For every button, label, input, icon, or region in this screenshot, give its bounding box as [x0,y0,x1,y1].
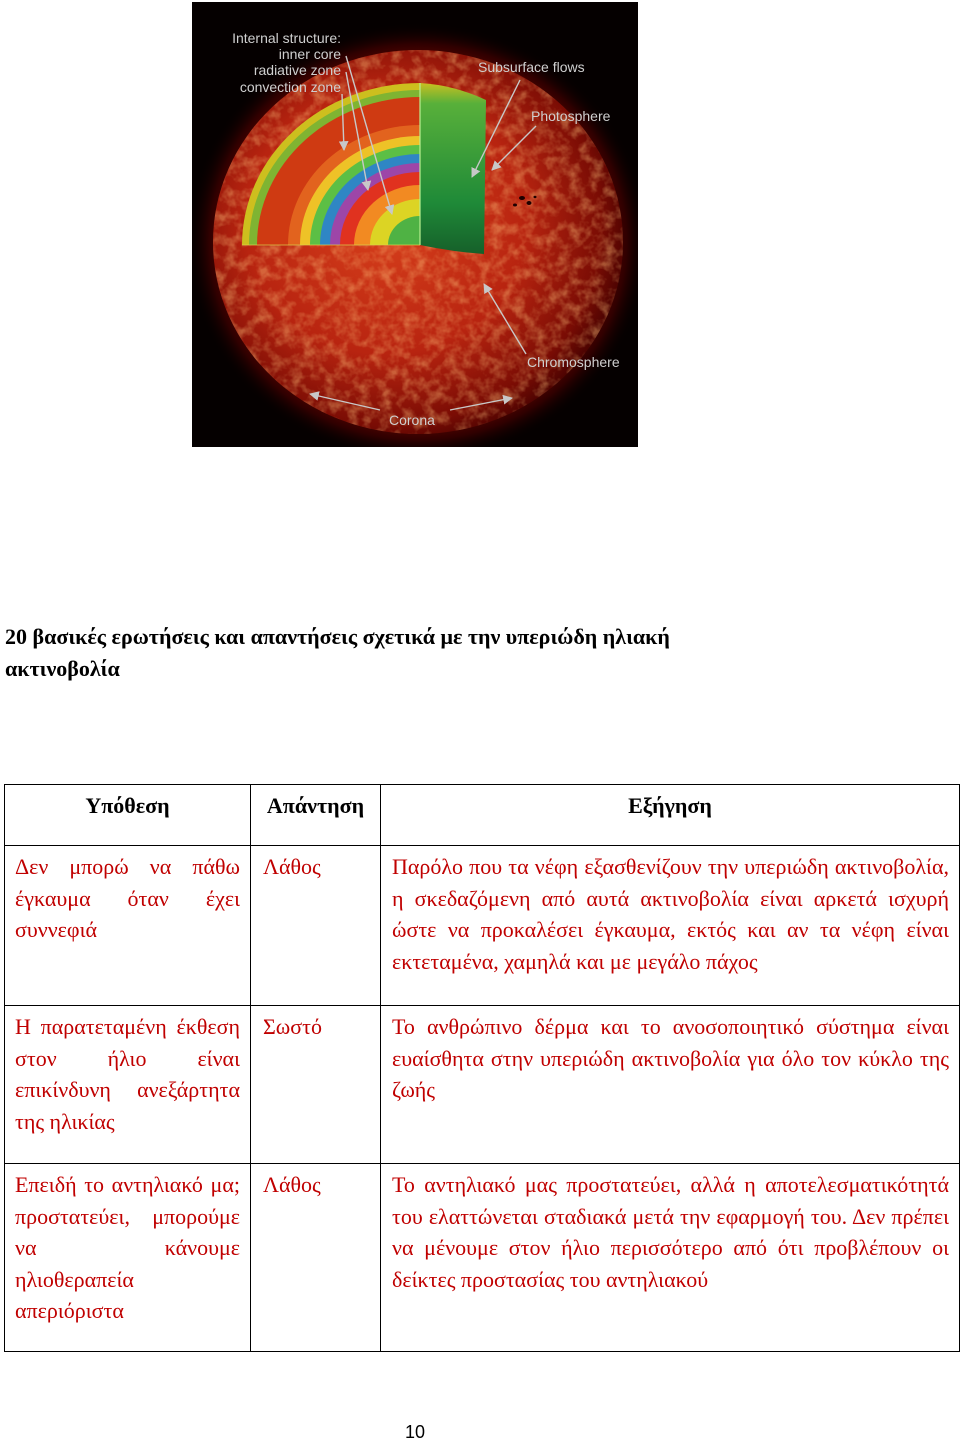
answer-cell: Λάθος [251,1164,381,1352]
explanation-cell: Το αντηλιακό μας προστατεύει, αλλά η αποτελεσματικότητά του ελαττώνεται σταδιακά μετά την εφαρμογή του. Δεν πρέπει να μένουμε στον ήλιο περισσότερο από ότι προβλέπουν οι δείκτες προστασίας του αντηλιακού [381,1164,960,1352]
table-header-row [5,785,960,846]
answer-cell: Λάθος [251,846,381,1006]
page-title: 20 βασικές ερωτήσεις και απαντήσεις σχετικά με την υπεριώδη ηλιακή ακτινοβολία [5,624,670,681]
label-inner-core: inner core [278,46,341,62]
hypothesis-cell: Η παρατεταμένη έκθεση στον ήλιο είναι επικίνδυνη ανεξάρτητα της ηλικίας [5,1006,251,1164]
table-row [5,1164,960,1352]
table-row [5,846,960,1006]
sunspot [534,196,537,198]
answer-cell: Σωστό [251,1006,381,1164]
label-corona: Corona [389,412,435,428]
sunspot [513,204,517,207]
hypothesis-cell: Επειδή το αντηλιακό μα; προστατεύει, μπορούμε να κάνουμε ηλιοθεραπεία απεριόριστα [5,1164,251,1352]
label-radiative-zone: radiative zone [253,62,341,78]
page-number: 10 [404,1422,426,1442]
label-chromosphere: Chromosphere [527,354,620,370]
sunspot [527,201,532,205]
sun-structure-figure [192,2,638,447]
label-subsurface-flows: Subsurface flows [478,59,585,75]
table-row [5,1006,960,1164]
explanation-cell: Το ανθρώπινο δέρμα και το ανοσοποιητικό σύστημα είναι ευαίσθητα στην υπεριώδη ακτινοβολία για όλο τον κύκλο της ζωής [381,1006,960,1164]
label-internal-structure: Internal structure: [232,30,341,46]
qa-table [4,784,960,1352]
label-photosphere: Photosphere [531,108,611,124]
explanation-cell: Παρόλο που τα νέφη εξασθενίζουν την υπεριώδη ακτινοβολία, η σκεδαζόμενη από αυτά ακτινοβολία είναι αρκετά ισχυρή ώστε να προκαλέσει έγκαυμα, εκτός και αν τα νέφη είναι εκτεταμένα, χαμηλά και με μεγάλο πάχος [381,846,960,1006]
hypothesis-cell: Δεν μπορώ να πάθω έγκαυμα όταν έχει συννεφιά [5,846,251,1006]
sunspot [519,196,525,200]
column-header-hypothesis: Υπόθεση [5,785,251,846]
column-header-answer: Απάντηση [251,785,381,846]
column-header-explanation: Εξήγηση [381,785,960,846]
label-convection-zone: convection zone [239,79,341,95]
